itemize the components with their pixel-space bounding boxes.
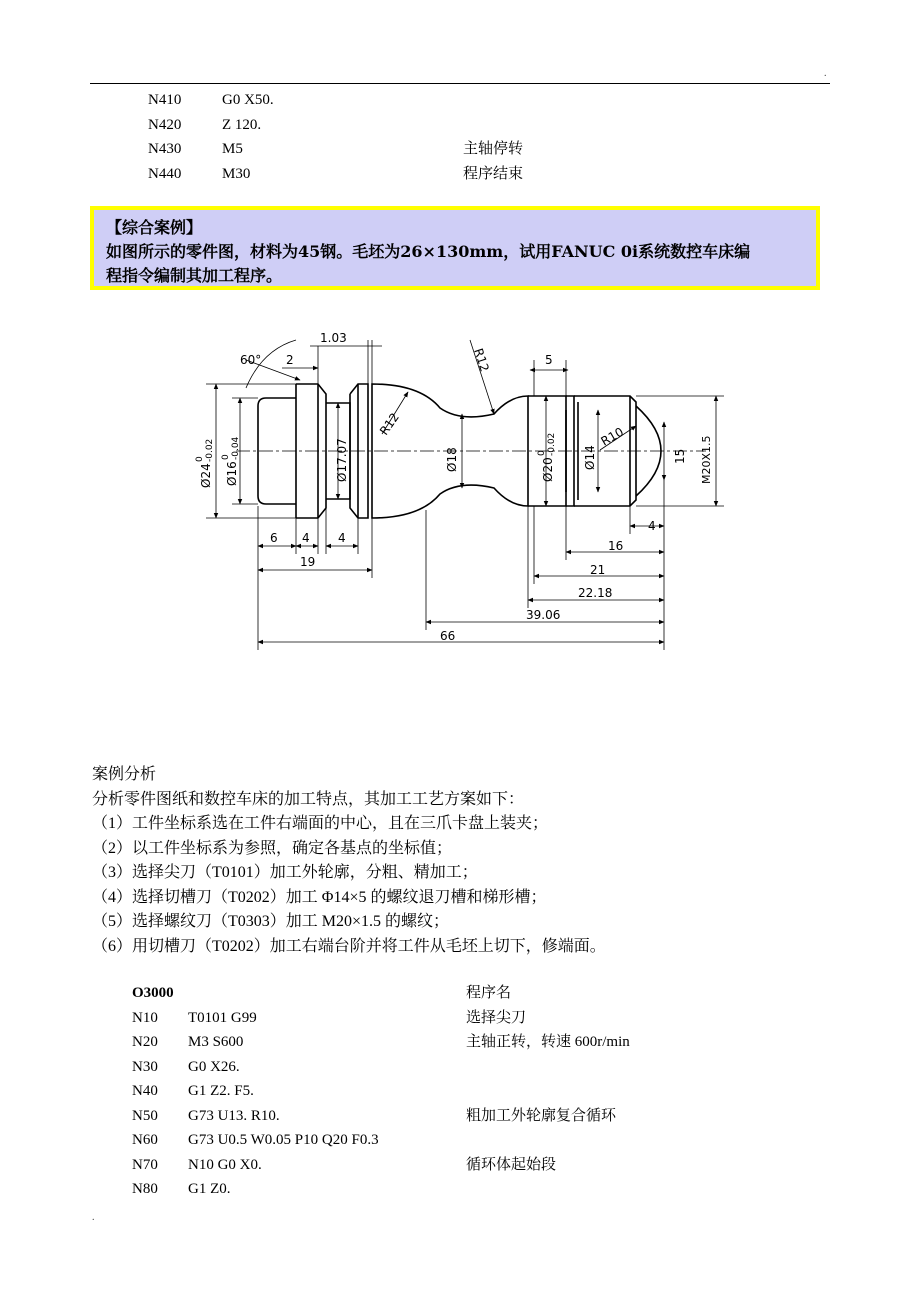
program-line (0, 1104, 920, 1129)
diameter-16-lower: -0.04 (231, 436, 241, 460)
line-number: N80 (132, 1181, 158, 1197)
analysis-step: （1）工件坐标系选在工件右端面的中心，且在三爪卡盘上装夹； (92, 815, 549, 832)
r10-label: R10 (598, 424, 626, 449)
case-text-line2: 程指令编制其加工程序。 (106, 266, 283, 285)
line-code: G1 Z0. (188, 1181, 231, 1197)
diameter-16-label: Ø16 (225, 461, 239, 486)
program-line (0, 1128, 920, 1153)
case-text-line1: 如图所示的零件图，材料为45钢。毛坯为26×130mm，试用FANUC 0i系统数控车床编 (106, 242, 751, 261)
analysis-intro: 分析零件图纸和数控车床的加工特点，其加工工艺方案如下： (92, 790, 525, 808)
dimension-15-label: 15 (673, 448, 687, 464)
line-code: G0 X26. (188, 1058, 240, 1075)
analysis-step: （4）选择切槽刀（T0202）加工 Φ14×5 的螺纹退刀槽和梯形槽； (92, 888, 547, 906)
program-line (0, 1177, 920, 1202)
length-19-label: 19 (300, 555, 316, 569)
analysis-step: （2）以工件坐标系为参照，确定各基点的坐标值； (92, 839, 453, 857)
program-line (0, 88, 920, 113)
diameter-20-lower: -0.02 (547, 432, 557, 456)
groove-width-label: 5 (545, 353, 553, 367)
chamfer-angle-label: 60° (240, 353, 262, 367)
diameter-14-label: Ø14 (583, 445, 597, 470)
length-39-06-label: 39.06 (526, 608, 561, 622)
case-analysis (92, 763, 606, 959)
part-drawing (0, 310, 920, 670)
diameter-18-label: Ø18 (445, 447, 459, 472)
line-number: N50 (132, 1107, 158, 1124)
r12-left-label: R12 (376, 410, 402, 438)
line-number: N20 (132, 1034, 158, 1050)
line-number: N440 (148, 165, 182, 182)
length-16-label: 16 (608, 539, 624, 553)
analysis-step: （6）用切槽刀（T0202）加工右端台阶并将工件从毛坯上切下，修端面。 (92, 937, 606, 955)
analysis-step: （3）选择尖刀（T0101）加工外轮廓，分粗、精加工； (92, 864, 478, 881)
chamfer-length-label: 2 (286, 353, 294, 367)
line-code: G73 U13. R10. (188, 1107, 280, 1124)
line-comment: 主轴停转 (463, 141, 524, 157)
length-4c-label: 4 (648, 519, 656, 533)
line-number: N70 (132, 1156, 158, 1173)
line-number: N410 (148, 92, 182, 108)
line-code: Z 120. (222, 116, 262, 133)
line-comment: 粗加工外轮廓复合循环 (466, 1107, 617, 1124)
program-line (0, 137, 920, 162)
line-comment: 主轴正转，转速 600r/min (466, 1034, 630, 1050)
program-line (0, 1153, 920, 1178)
diameter-24-label: Ø24 (199, 463, 213, 488)
analysis-heading: 案例分析 (92, 766, 157, 783)
program-line (0, 1055, 920, 1080)
diameter-24-upper: 0 (195, 456, 205, 462)
line-number: N60 (132, 1132, 158, 1148)
length-66-label: 66 (440, 629, 456, 643)
r12-top-label: R12 (471, 346, 492, 374)
program-line (0, 113, 920, 138)
line-comment: 循环体起始段 (466, 1156, 557, 1173)
top-program (0, 88, 920, 186)
line-number: N420 (148, 116, 182, 133)
program-line (0, 1079, 920, 1104)
groove-offset-label: 1.03 (320, 331, 347, 345)
footer-mark: . (92, 1212, 95, 1223)
case-box (90, 206, 820, 290)
diameter-24-lower: -0.02 (205, 438, 215, 462)
line-number: N430 (148, 141, 182, 157)
line-number: N40 (132, 1083, 158, 1099)
thread-label: M20X1.5 (700, 435, 713, 484)
line-code: G1 Z2. F5. (188, 1083, 254, 1099)
program-name: O3000 (132, 985, 174, 1001)
diameter-17-label: Ø17.07 (335, 438, 349, 482)
length-6-label: 6 (270, 531, 278, 545)
line-code: M5 (222, 141, 243, 157)
line-number: N10 (132, 1009, 158, 1026)
header-rule (90, 83, 830, 84)
diameter-20-upper: 0 (537, 450, 547, 456)
diameter-16-upper: 0 (221, 454, 231, 460)
dimension-lines (206, 340, 724, 650)
bottom-program (0, 981, 920, 1202)
line-code: M3 S600 (188, 1034, 244, 1050)
line-code: G0 X50. (222, 92, 274, 108)
line-code: N10 G0 X0. (188, 1156, 262, 1173)
program-line (0, 981, 920, 1006)
length-21-label: 21 (590, 563, 606, 577)
corner-mark: . (824, 68, 827, 79)
line-comment: 选择尖刀 (466, 1009, 527, 1026)
program-line (0, 1030, 920, 1055)
case-title: 【综合案例】 (106, 218, 203, 237)
program-line (0, 162, 920, 187)
line-code: T0101 G99 (188, 1009, 257, 1026)
line-code: M30 (222, 165, 251, 182)
analysis-step: （5）选择螺纹刀（T0303）加工 M20×1.5 的螺纹； (92, 913, 450, 930)
line-code: G73 U0.5 W0.05 P10 Q20 F0.3 (188, 1132, 379, 1148)
line-number: N30 (132, 1058, 158, 1075)
diameter-20-label: Ø20 (541, 457, 555, 482)
program-line (0, 1006, 920, 1031)
line-comment: 程序名 (466, 985, 512, 1001)
length-4a-label: 4 (302, 531, 310, 545)
length-4b-label: 4 (338, 531, 346, 545)
line-comment: 程序结束 (463, 165, 524, 182)
length-22-18-label: 22.18 (578, 586, 613, 600)
